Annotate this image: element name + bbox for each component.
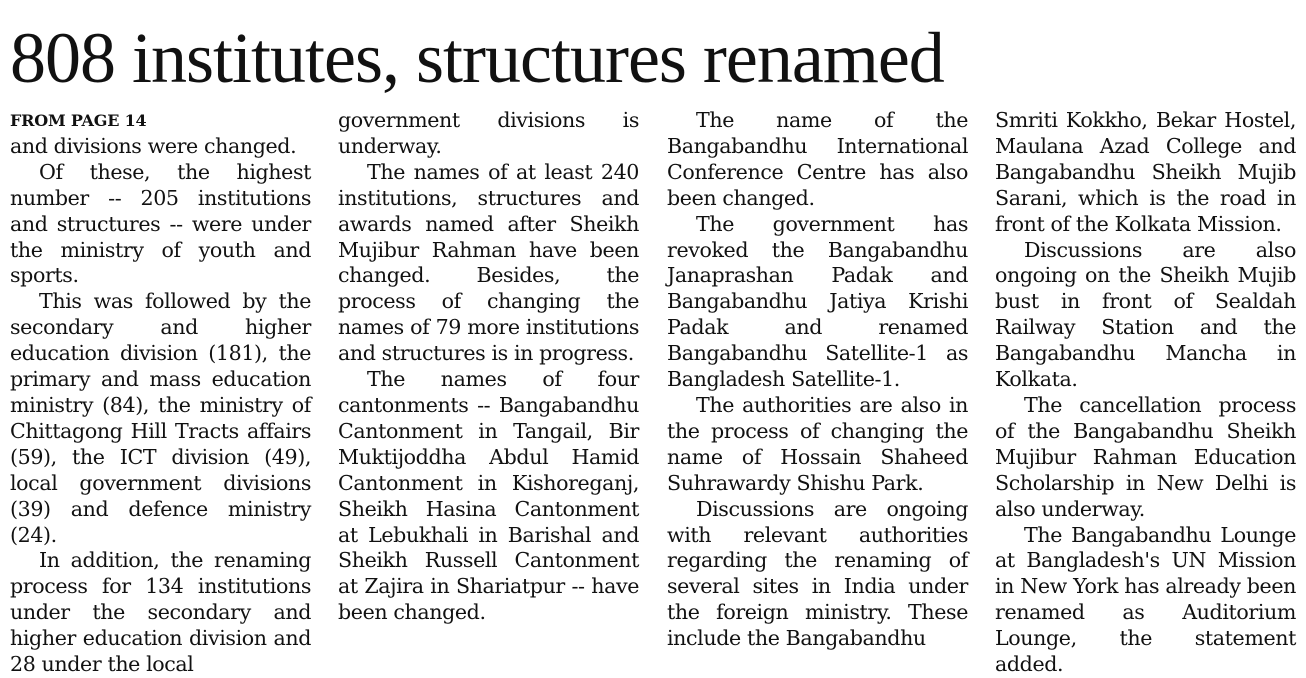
paragraph: This was followed by the secondary and higher education division (181), the primary and mass education ministry (84), the ministry of Chittagong Hill Tracts affairs (59), the ICT division (49), local government divisions (39) and defence ministry (24).: [10, 289, 311, 547]
column-3: [667, 108, 968, 652]
column-2: [338, 108, 639, 626]
column-1: [10, 108, 311, 678]
column-4: [995, 108, 1296, 678]
paragraph: Discussions are ongoing with relevant authorities regarding the renaming of several sites in India under the foreign ministry. These include the Bangabandhu: [667, 496, 968, 651]
paragraph: Discussions are also ongoing on the Sheikh Mujib bust in front of Sealdah Railway Station and the Bangabandhu Mancha in Kolkata.: [995, 237, 1296, 392]
continuation-kicker: FROM PAGE 14: [10, 111, 147, 130]
paragraph: The names of at least 240 institutions, structures and awards named after Sheikh Mujibur Rahman have been changed. Besides, the process of changing the names of 79 more institutions and structures is in progress.: [338, 159, 639, 366]
paragraph: The government has revoked the Bangabandhu Janaprashan Padak and Bangabandhu Jatiya Krishi Padak and renamed Bangabandhu Satellite-1 as Bangladesh Satellite-1.: [667, 211, 968, 392]
paragraph: In addition, the renaming process for 134 institutions under the secondary and higher education division and 28 under the local: [10, 548, 311, 677]
paragraph: The authorities are also in the process of changing the name of Hossain Shaheed Suhrawardy Shishu Park.: [667, 392, 968, 495]
paragraph: The Bangabandhu Lounge at Bangladesh's UN Mission in New York has already been renamed as Auditorium Lounge, the statement added.: [995, 522, 1296, 677]
paragraph: Of these, the highest number -- 205 institutions and structures -- were under the ministry of youth and sports.: [10, 159, 311, 288]
paragraph: government divisions is underway.: [338, 108, 639, 158]
headline: 808 institutes, structures renamed: [10, 18, 944, 98]
paragraph: and divisions were changed.: [10, 133, 297, 158]
paragraph: The names of four cantonments -- Bangabandhu Cantonment in Tangail, Bir Muktijoddha Abdul Hamid Cantonment in Kishoreganj, Sheikh Hasina Cantonment at Lebukhali in Barishal and Sheikh Russell Cantonment at Zajira in Shariatpur -- have been changed.: [338, 367, 639, 625]
paragraph: Smriti Kokkho, Bekar Hostel, Maulana Azad College and Bangabandhu Sheikh Mujib Sarani, which is the road in front of the Kolkata Mission.: [995, 108, 1296, 236]
paragraph: The name of the Bangabandhu International Conference Centre has also been changed.: [667, 108, 968, 210]
paragraph: The cancellation process of the Bangabandhu Sheikh Mujibur Rahman Education Scholarship in New Delhi is also underway.: [995, 392, 1296, 521]
